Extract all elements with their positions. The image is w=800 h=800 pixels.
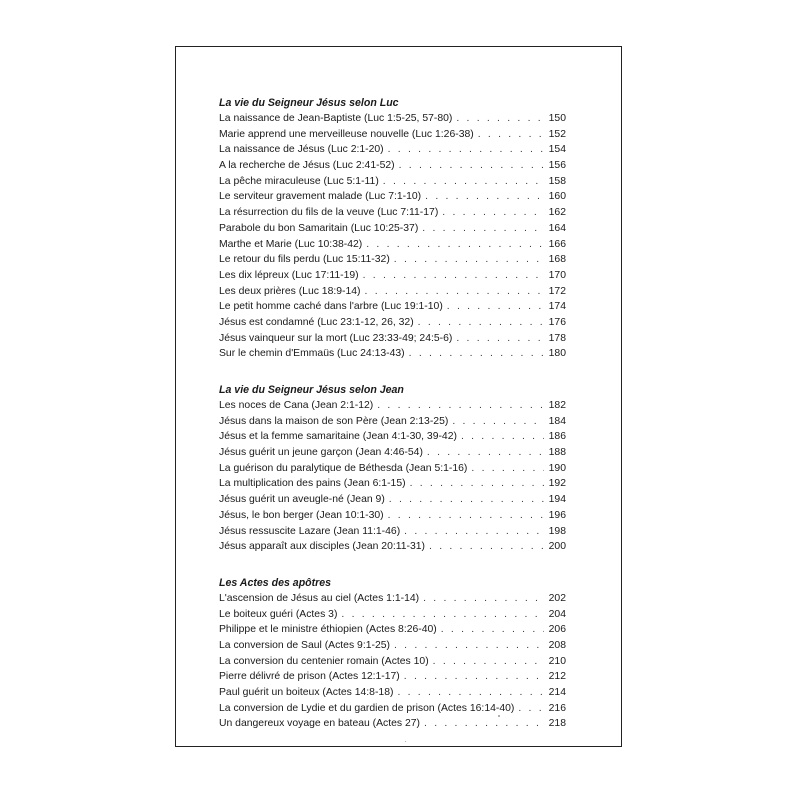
page-number: 194 — [548, 494, 566, 506]
entry-title: Les noces de Cana (Jean 2:1-12) — [219, 400, 374, 411]
section-title: Les Actes des apôtres — [219, 576, 332, 589]
page-number: 200 — [548, 541, 566, 553]
page-number: 170 — [548, 269, 566, 281]
entry-title: La résurrection du fils de la veuve (Luc 7:11-17) — [219, 207, 439, 219]
entry-list — [219, 111, 566, 362]
table-of-contents — [219, 95, 566, 752]
toc-entry — [219, 315, 566, 331]
dot-leader — [518, 701, 544, 717]
page-number: 178 — [548, 332, 566, 344]
entry-title: Le retour du fils perdu (Luc 15:11-32) — [219, 254, 390, 266]
entry-title: La conversion de Lydie et du gardien de prison (Actes 16:14-40) — [219, 702, 515, 714]
page-number: 218 — [548, 718, 566, 730]
dot-leader — [427, 445, 544, 461]
page-number: 198 — [548, 525, 566, 537]
page-number: 202 — [548, 592, 566, 604]
entry-title: La guérison du paralytique de Béthesda (Jean 5:1-16) — [219, 462, 468, 474]
entry-title: Jésus ressuscite Lazare (Jean 11:1-46) — [219, 525, 401, 537]
dot-leader — [377, 398, 544, 414]
toc-entry — [219, 685, 566, 701]
entry-title: Jésus guérit un aveugle-né (Jean 9) — [219, 494, 385, 506]
entry-title: Philippe et le ministre éthiopien (Actes 8:26-40) — [219, 624, 437, 636]
page-number: 166 — [548, 238, 566, 250]
toc-entry — [219, 669, 566, 685]
page-number: 172 — [548, 285, 566, 297]
toc-entry — [219, 445, 566, 461]
toc-entry — [219, 638, 566, 654]
dot-leader — [461, 429, 544, 445]
dot-leader — [418, 315, 544, 331]
dot-leader — [404, 669, 544, 685]
dot-leader — [394, 252, 544, 268]
toc-entry — [219, 284, 566, 300]
entry-title: La naissance de Jean-Baptiste (Luc 1:5-25, 57-80) — [219, 113, 453, 124]
paper-speck — [405, 741, 406, 742]
toc-entry — [219, 461, 566, 477]
dot-leader — [388, 142, 544, 158]
page-number: 158 — [548, 175, 566, 187]
dot-leader — [456, 111, 544, 127]
entry-title: Sur le chemin d'Emmaüs (Luc 24:13-43) — [219, 348, 405, 360]
page-number: 188 — [548, 447, 566, 459]
dot-leader — [442, 205, 544, 221]
toc-entry — [219, 539, 566, 555]
toc-entry — [219, 607, 566, 623]
entry-title: Jésus guérit un jeune garçon (Jean 4:46-54) — [219, 447, 423, 459]
dot-leader — [422, 221, 544, 237]
dot-leader — [366, 237, 544, 253]
toc-entry — [219, 654, 566, 670]
toc-entry — [219, 701, 566, 717]
entry-list — [219, 591, 566, 732]
entry-title: La naissance de Jésus (Luc 2:1-20) — [219, 144, 384, 156]
section-title: La vie du Seigneur Jésus selon Luc — [219, 97, 399, 109]
section-luc — [219, 95, 566, 362]
page-number: 160 — [548, 191, 566, 203]
dot-leader — [341, 607, 544, 623]
section-actes — [219, 575, 566, 732]
page-number: 214 — [548, 687, 566, 698]
toc-entry — [219, 492, 566, 508]
page-number: 204 — [548, 608, 566, 620]
page-number: 184 — [548, 415, 566, 427]
entry-title: Jésus dans la maison de son Père (Jean 2:13-25) — [219, 415, 449, 427]
toc-entry — [219, 189, 566, 205]
toc-entry — [219, 414, 566, 430]
entry-title: Les dix lépreux (Luc 17:11-19) — [219, 269, 359, 281]
page-number: 156 — [548, 160, 566, 172]
dot-leader — [429, 539, 544, 555]
toc-entry — [219, 127, 566, 143]
entry-title: La pêche miraculeuse (Luc 5:1-11) — [219, 175, 379, 187]
page-number: 186 — [548, 431, 566, 443]
dot-leader — [478, 127, 544, 143]
paper-speck — [498, 715, 500, 717]
page-number: 190 — [548, 462, 566, 474]
page-number: 174 — [548, 301, 566, 313]
page-number: 176 — [548, 316, 566, 328]
entry-title: Parabole du bon Samaritain (Luc 10:25-37) — [219, 222, 419, 234]
page-number: 210 — [548, 655, 566, 667]
entry-title: Marthe et Marie (Luc 10:38-42) — [219, 238, 363, 250]
dot-leader — [404, 524, 544, 540]
page-number: 196 — [548, 509, 566, 521]
entry-title: Jésus et la femme samaritaine (Jean 4:1-30, 39-42) — [219, 431, 457, 443]
toc-entry — [219, 299, 566, 315]
dot-leader — [394, 638, 544, 654]
page-number: 208 — [548, 639, 566, 651]
dot-leader — [425, 189, 544, 205]
dot-leader — [389, 492, 544, 508]
dot-leader — [388, 508, 544, 524]
toc-entry — [219, 237, 566, 253]
toc-entry — [219, 476, 566, 492]
entry-title: La conversion de Saul (Actes 9:1-25) — [219, 639, 390, 651]
toc-entry — [219, 716, 566, 732]
toc-entry — [219, 429, 566, 445]
entry-title: La conversion du centenier romain (Actes 10) — [219, 655, 429, 667]
toc-entry — [219, 524, 566, 540]
page-number: 154 — [548, 144, 566, 156]
dot-leader — [447, 299, 544, 315]
page-number: 206 — [548, 624, 566, 636]
dot-leader — [410, 476, 544, 492]
entry-title: Les deux prières (Luc 18:9-14) — [219, 285, 361, 297]
book-page — [175, 46, 622, 747]
entry-title: Jésus vainqueur sur la mort (Luc 23:33-49; 24:5-6) — [219, 332, 453, 344]
section-title: La vie du Seigneur Jésus selon Jean — [219, 384, 404, 396]
entry-list — [219, 398, 566, 555]
entry-title: Marie apprend une merveilleuse nouvelle (Luc 1:26-38) — [219, 128, 474, 140]
dot-leader — [399, 158, 544, 174]
page-number: 216 — [548, 702, 566, 714]
entry-title: Jésus apparaît aux disciples (Jean 20:11-31) — [219, 541, 426, 553]
entry-title: Pierre délivré de prison (Actes 12:1-17) — [219, 671, 400, 683]
toc-entry — [219, 252, 566, 268]
dot-leader — [397, 685, 544, 701]
dot-leader — [471, 461, 544, 477]
dot-leader — [363, 268, 544, 284]
toc-entry — [219, 591, 566, 607]
entry-title: Le serviteur gravement malade (Luc 7:1-10) — [219, 191, 422, 203]
toc-entry — [219, 398, 566, 414]
entry-title: Paul guérit un boiteux (Actes 14:8-18) — [219, 687, 394, 698]
dot-leader — [409, 346, 544, 362]
toc-entry — [219, 111, 566, 127]
page-number: 164 — [548, 222, 566, 234]
entry-title: A la recherche de Jésus (Luc 2:41-52) — [219, 160, 395, 172]
page-number: 212 — [548, 671, 566, 683]
dot-leader — [452, 414, 544, 430]
page-number: 182 — [548, 400, 566, 411]
entry-title: Le boiteux guéri (Actes 3) — [219, 608, 338, 620]
toc-entry — [219, 142, 566, 158]
toc-entry — [219, 205, 566, 221]
page-number: 152 — [548, 128, 566, 140]
entry-title: Un dangereux voyage en bateau (Actes 27) — [219, 718, 421, 730]
entry-title: Le petit homme caché dans l'arbre (Luc 19:1-10) — [219, 301, 443, 313]
dot-leader — [423, 591, 544, 607]
entry-title: L'ascension de Jésus au ciel (Actes 1:1-14) — [219, 592, 420, 604]
page-number: 180 — [548, 348, 566, 360]
entry-title: Jésus, le bon berger (Jean 10:1-30) — [219, 509, 384, 521]
toc-entry — [219, 622, 566, 638]
page-number: 168 — [548, 254, 566, 266]
page-number: 192 — [548, 478, 566, 490]
toc-entry — [219, 158, 566, 174]
dot-leader — [424, 716, 544, 732]
dot-leader — [365, 284, 544, 300]
dot-leader — [433, 654, 544, 670]
entry-title: Jésus est condamné (Luc 23:1-12, 26, 32) — [219, 316, 414, 328]
page-number: 150 — [548, 113, 566, 124]
toc-entry — [219, 221, 566, 237]
toc-entry — [219, 331, 566, 347]
toc-entry — [219, 268, 566, 284]
dot-leader — [383, 174, 544, 190]
dot-leader — [456, 331, 544, 347]
dot-leader — [441, 622, 544, 638]
toc-entry — [219, 346, 566, 362]
section-jean — [219, 382, 566, 555]
entry-title: La multiplication des pains (Jean 6:1-15) — [219, 478, 406, 490]
page-number: 162 — [548, 207, 566, 219]
toc-entry — [219, 508, 566, 524]
toc-entry — [219, 174, 566, 190]
